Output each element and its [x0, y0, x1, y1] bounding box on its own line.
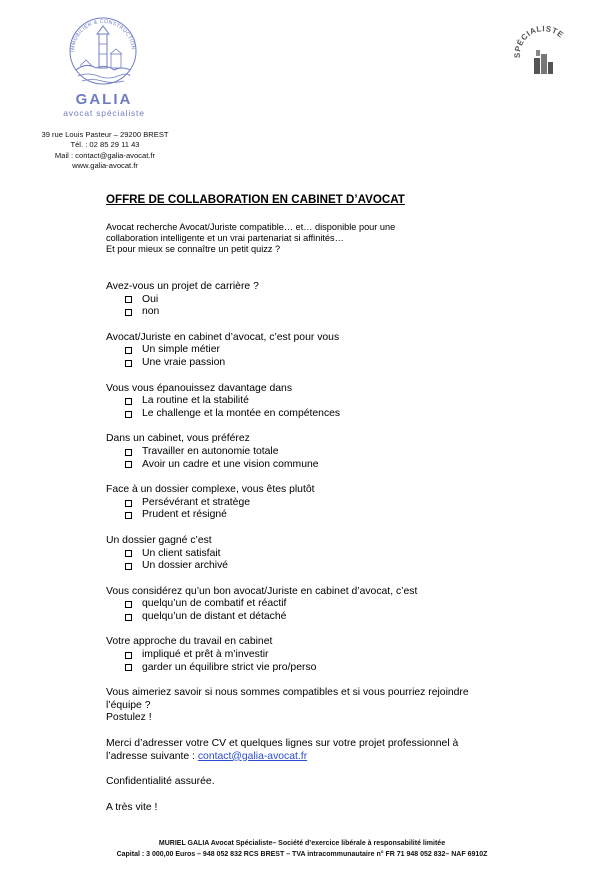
option-label: non	[142, 306, 160, 318]
quiz-option[interactable]	[106, 611, 546, 624]
option-label: Un dossier archivé	[142, 560, 229, 572]
quiz-option[interactable]	[106, 548, 546, 561]
contact-email-link[interactable]: contact@galia-avocat.fr	[197, 750, 308, 762]
quiz-question: Vous considérez qu’un bon avocat/Juriste en cabinet d’avocat, c’est	[106, 585, 418, 597]
quiz-question: Avez-vous un projet de carrière ?	[106, 281, 259, 292]
intro-line: Avocat recherche Avocat/Juriste compatible… et… disponible pour une	[106, 222, 396, 232]
quiz-question-block	[106, 281, 546, 319]
option-label: quelqu’un de distant et détaché	[142, 610, 287, 622]
paragraph-line: Vous aimeriez savoir si nous sommes compatibles et si vous pourriez rejoindre	[106, 687, 469, 699]
quiz-question-block	[106, 383, 546, 421]
checkbox[interactable]	[125, 309, 132, 316]
lighthouse-logo	[62, 4, 144, 90]
brand-name: GALIA	[75, 91, 133, 108]
quiz-question-block	[106, 586, 546, 624]
paragraph-line	[106, 751, 546, 764]
signoff: A très vite !	[106, 801, 158, 813]
offer-intro	[106, 222, 546, 255]
footer-line: MURIEL GALIA Avocat Spécialiste– Société d’exercice libérale à responsabilité limitée	[158, 840, 446, 847]
quiz-option[interactable]	[106, 395, 546, 408]
quiz-option[interactable]	[106, 357, 546, 370]
quiz-option[interactable]	[106, 560, 546, 573]
quiz-option[interactable]	[106, 509, 546, 522]
quiz-option[interactable]	[106, 662, 546, 675]
quiz-question: Votre approche du travail en cabinet	[106, 636, 273, 648]
quiz-question: Face à un dossier complexe, vous êtes plutôt	[106, 484, 315, 496]
option-label: impliqué et prêt à m’investir	[142, 649, 269, 661]
checkbox[interactable]	[125, 296, 132, 303]
quiz-option[interactable]	[106, 459, 546, 472]
quiz-question: Vous vous épanouissez davantage dans	[106, 382, 293, 394]
intro-line: collaboration intelligente et un vrai partenariat si affinités…	[106, 233, 344, 243]
option-label: La routine et la stabilité	[142, 395, 249, 407]
quiz-option[interactable]	[106, 344, 546, 357]
confidentiality-note: Confidentialité assurée.	[106, 776, 215, 788]
checkbox[interactable]	[125, 550, 132, 557]
compatibility-paragraph	[106, 687, 546, 725]
checkbox[interactable]	[125, 614, 132, 621]
legal-footer	[0, 838, 604, 860]
option-label: Oui	[142, 293, 159, 305]
quiz-question-block	[106, 636, 546, 674]
quiz-option[interactable]	[106, 294, 546, 307]
quiz-question-block	[106, 332, 546, 370]
intro-line: Et pour mieux se connaître un petit quizz ?	[106, 244, 281, 254]
website-line: www.galia-avocat.fr	[72, 161, 138, 171]
option-label: Avoir un cadre et une vision commune	[142, 458, 319, 470]
quiz-question: Avocat/Juriste en cabinet d’avocat, c’est pour vous	[106, 331, 340, 343]
paragraph-line: Merci d’adresser votre CV et quelques lignes sur votre projet professionnel à	[106, 738, 459, 750]
offer-title: OFFRE DE COLLABORATION EN CABINET D’AVOCAT	[106, 193, 405, 206]
svg-text:IMMOBILIER & CONSTRUCTION	[70, 19, 136, 52]
option-label: Un simple métier	[142, 344, 220, 356]
quiz	[106, 281, 546, 674]
quiz-question: Un dossier gagné c’est	[106, 534, 212, 546]
quiz-question-block	[106, 535, 546, 573]
option-label: Prudent et résigné	[142, 509, 227, 521]
quiz-option[interactable]	[106, 497, 546, 510]
option-label: Travailler en autonomie totale	[142, 445, 279, 457]
address-line: 39 rue Louis Pasteur – 29200 BREST	[41, 130, 169, 139]
checkbox[interactable]	[125, 360, 132, 367]
checkbox[interactable]	[125, 461, 132, 468]
cv-paragraph	[106, 738, 546, 763]
checkbox[interactable]	[125, 512, 132, 519]
checkbox[interactable]	[125, 347, 132, 354]
option-label: Persévérant et stratège	[142, 496, 251, 508]
checkbox[interactable]	[125, 449, 132, 456]
logo-arc-text: IMMOBILIER & CONSTRUCTION	[69, 18, 136, 53]
option-label: Un client satisfait	[142, 547, 221, 559]
contact-block	[0, 130, 210, 172]
checkbox[interactable]	[125, 500, 132, 507]
brand-block	[58, 92, 150, 118]
option-label: garder un équilibre strict vie pro/perso	[142, 661, 317, 673]
option-label: quelqu’un de combatif et réactif	[142, 598, 287, 610]
address-prefix: l’adresse suivante :	[106, 750, 198, 762]
offer-content	[106, 193, 546, 827]
checkbox[interactable]	[125, 563, 132, 570]
paragraph-line: Postulez !	[106, 712, 152, 724]
paragraph-line: l’équipe ?	[106, 699, 151, 711]
checkbox[interactable]	[125, 411, 132, 418]
checkbox[interactable]	[125, 398, 132, 405]
brand-tagline: avocat spécialiste	[63, 108, 145, 118]
footer-line: Capital : 3 000,00 Euros – 948 052 832 RCS BREST – TVA intracommunautaire n° FR 71 948 052 832– NAF 6910Z	[116, 851, 488, 858]
option-label: Une vraie passion	[142, 356, 226, 368]
mail-line: Mail : contact@galia-avocat.fr	[54, 150, 156, 160]
quiz-question-block	[106, 484, 546, 522]
quiz-option[interactable]	[106, 598, 546, 611]
badge-text: SPÉCIALISTE	[512, 24, 566, 59]
quiz-question: Dans un cabinet, vous préférez	[106, 433, 250, 445]
quiz-option[interactable]	[106, 306, 546, 319]
checkbox[interactable]	[125, 652, 132, 659]
phone-line: Tél. : 02 85 29 11 43	[70, 140, 140, 150]
checkbox[interactable]	[125, 601, 132, 608]
specialist-badge	[510, 18, 574, 78]
quiz-question-block	[106, 433, 546, 471]
option-label: Le challenge et la montée en compétences	[142, 407, 341, 419]
quiz-option[interactable]	[106, 446, 546, 459]
quiz-option[interactable]	[106, 649, 546, 662]
quiz-option[interactable]	[106, 408, 546, 421]
checkbox[interactable]	[125, 664, 132, 671]
